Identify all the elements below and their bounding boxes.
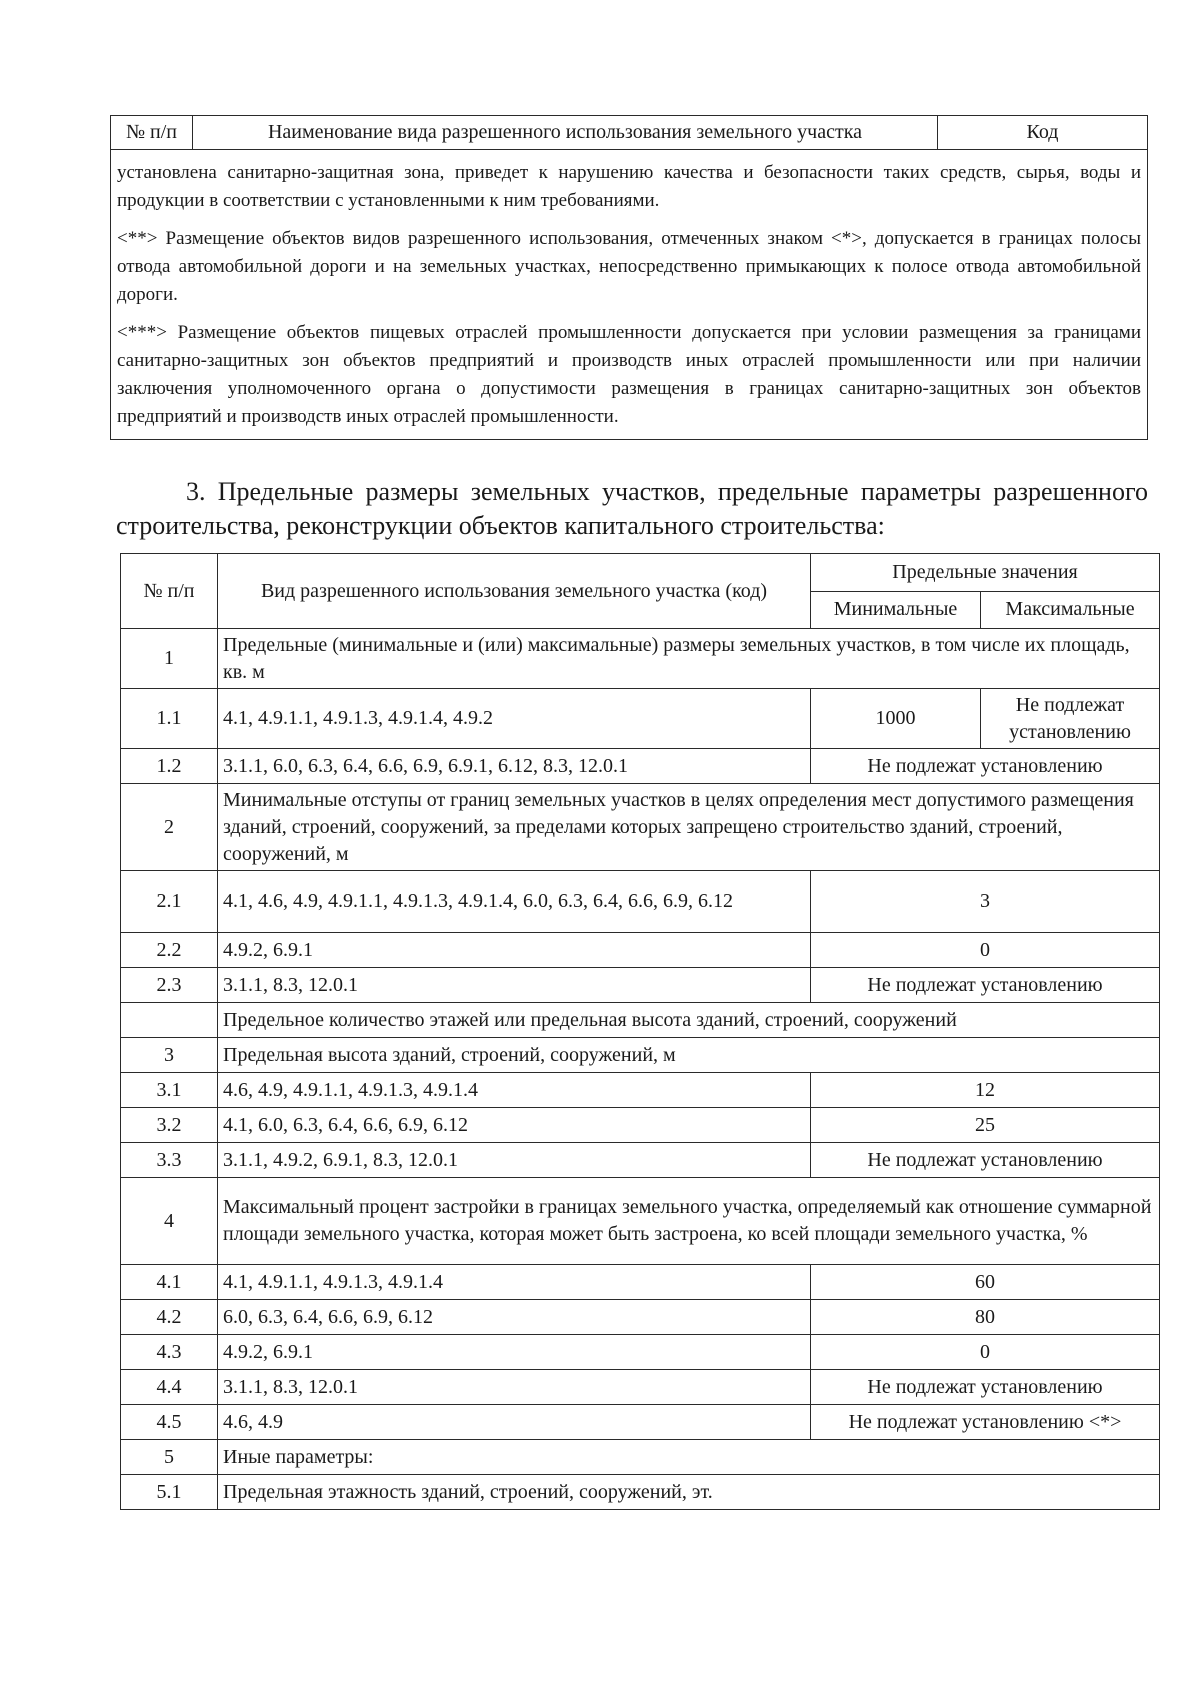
row-number: 2.1 xyxy=(121,871,218,933)
row-number: 4 xyxy=(121,1178,218,1265)
row-number: 5.1 xyxy=(121,1475,218,1510)
row-number: 3.3 xyxy=(121,1143,218,1178)
table-row xyxy=(121,1300,1160,1335)
row-number: 1.1 xyxy=(121,689,218,749)
row-number: 4.2 xyxy=(121,1300,218,1335)
row-value: Не подлежат установлению xyxy=(811,968,1160,1003)
table2-header-row xyxy=(121,554,1160,592)
row-codes: 4.9.2, 6.9.1 xyxy=(218,933,811,968)
row-number: 2.2 xyxy=(121,933,218,968)
table-row xyxy=(121,1370,1160,1405)
row-codes: 3.1.1, 6.0, 6.3, 6.4, 6.6, 6.9, 6.9.1, 6.12, 8.3, 12.0.1 xyxy=(218,749,811,784)
row-codes: 6.0, 6.3, 6.4, 6.6, 6.9, 6.12 xyxy=(218,1300,811,1335)
table-row xyxy=(121,1073,1160,1108)
row-description: Предельная этажность зданий, строений, сооружений, эт. xyxy=(218,1475,1160,1510)
row-description: Максимальный процент застройки в границах земельного участка, определяемый как отношение суммарной площади земельного участка, которая может быть застроена, ко всей площади земельного участка, % xyxy=(218,1178,1160,1265)
row-codes: 4.1, 4.6, 4.9, 4.9.1.1, 4.9.1.3, 4.9.1.4, 6.0, 6.3, 6.4, 6.6, 6.9, 6.12 xyxy=(218,871,811,933)
row-value: Не подлежат установлению xyxy=(811,1143,1160,1178)
table2-header-limits: Предельные значения xyxy=(811,554,1160,592)
table-row xyxy=(121,968,1160,1003)
row-value: 25 xyxy=(811,1108,1160,1143)
note-paragraph: <**> Размещение объектов видов разрешенного использования, отмеченных знаком <*>, допускается в границах полосы отвода автомобильной дороги и на земельных участках, непосредственно примыкающих к полосе отвода автомобильной дороги. xyxy=(117,228,1141,305)
row-value: 3 xyxy=(811,871,1160,933)
table-row xyxy=(121,1440,1160,1475)
row-value: 80 xyxy=(811,1300,1160,1335)
section-heading: 3. Предельные размеры земельных участков, предельные параметры разрешенного строительства, реконструкции объектов капитального строительства: xyxy=(116,477,1148,540)
row-number: 5 xyxy=(121,1440,218,1475)
table-row xyxy=(121,629,1160,689)
row-value: Не подлежат установлению xyxy=(811,749,1160,784)
row-description: Минимальные отступы от границ земельных участков в целях определения мест допустимого размещения зданий, строений, сооружений, за пределами которых запрещено строительство зданий, строений, сооружений, м xyxy=(218,784,1160,871)
table-row xyxy=(121,1335,1160,1370)
table1-header-row xyxy=(111,116,1148,150)
row-value: Не подлежат установлению <*> xyxy=(811,1405,1160,1440)
row-value: 60 xyxy=(811,1265,1160,1300)
row-description: Предельное количество этажей или предельная высота зданий, строений, сооружений xyxy=(218,1003,1160,1038)
row-description: Иные параметры: xyxy=(218,1440,1160,1475)
limit-parameters-table-body xyxy=(121,554,1160,1510)
row-value: 0 xyxy=(811,1335,1160,1370)
row-codes: 4.1, 4.9.1.1, 4.9.1.3, 4.9.1.4 xyxy=(218,1265,811,1300)
table1-header-name: Наименование вида разрешенного использования земельного участка xyxy=(193,116,938,150)
row-value: Не подлежат установлению xyxy=(811,1370,1160,1405)
row-number: 2.3 xyxy=(121,968,218,1003)
row-codes: 4.1, 4.9.1.1, 4.9.1.3, 4.9.1.4, 4.9.2 xyxy=(218,689,811,749)
row-number: 1.2 xyxy=(121,749,218,784)
row-number: 3.1 xyxy=(121,1073,218,1108)
row-codes: 3.1.1, 4.9.2, 6.9.1, 8.3, 12.0.1 xyxy=(218,1143,811,1178)
row-codes: 4.6, 4.9 xyxy=(218,1405,811,1440)
row-codes: 4.9.2, 6.9.1 xyxy=(218,1335,811,1370)
row-number: 1 xyxy=(121,629,218,689)
table-row xyxy=(121,1178,1160,1265)
table2-header-num: № п/п xyxy=(121,554,218,629)
row-value: 0 xyxy=(811,933,1160,968)
row-number: 2 xyxy=(121,784,218,871)
row-number xyxy=(121,1003,218,1038)
row-min-value: 1000 xyxy=(811,689,981,749)
table-row xyxy=(121,1108,1160,1143)
row-number: 4.3 xyxy=(121,1335,218,1370)
table-row xyxy=(121,871,1160,933)
table1-header-code: Код xyxy=(938,116,1148,150)
row-value: 12 xyxy=(811,1073,1160,1108)
table1-notes-cell xyxy=(111,150,1148,440)
table1-header-num: № п/п xyxy=(111,116,193,150)
row-number: 3 xyxy=(121,1038,218,1073)
note-paragraph: установлена санитарно-защитная зона, приведет к нарушению качества и безопасности таких средств, сырья, воды и продукции в соответствии с установленными к ним требованиями. xyxy=(117,162,1141,211)
table-row xyxy=(121,1405,1160,1440)
row-number: 3.2 xyxy=(121,1108,218,1143)
row-codes: 4.1, 6.0, 6.3, 6.4, 6.6, 6.9, 6.12 xyxy=(218,1108,811,1143)
table-row xyxy=(121,1038,1160,1073)
land-use-types-table-continuation xyxy=(110,115,1148,440)
table-row xyxy=(121,1003,1160,1038)
row-description: Предельные (минимальные и (или) максимальные) размеры земельных участков, в том числе их площадь, кв. м xyxy=(218,629,1160,689)
row-max-value: Не подлежат установлению xyxy=(981,689,1160,749)
table-row xyxy=(121,689,1160,749)
row-codes: 3.1.1, 8.3, 12.0.1 xyxy=(218,1370,811,1405)
row-number: 4.1 xyxy=(121,1265,218,1300)
row-number: 4.5 xyxy=(121,1405,218,1440)
table-row xyxy=(121,1265,1160,1300)
table-row xyxy=(121,749,1160,784)
table-row xyxy=(121,784,1160,871)
limit-parameters-table xyxy=(120,553,1160,1510)
row-codes: 4.6, 4.9, 4.9.1.1, 4.9.1.3, 4.9.1.4 xyxy=(218,1073,811,1108)
row-codes: 3.1.1, 8.3, 12.0.1 xyxy=(218,968,811,1003)
table2-header-max: Максимальные xyxy=(981,591,1160,629)
row-number: 4.4 xyxy=(121,1370,218,1405)
row-description: Предельная высота зданий, строений, сооружений, м xyxy=(218,1038,1160,1073)
table2-header-kind: Вид разрешенного использования земельного участка (код) xyxy=(218,554,811,629)
table-row xyxy=(121,1475,1160,1510)
table1-notes-row xyxy=(111,150,1148,440)
table-row xyxy=(121,933,1160,968)
table-row xyxy=(121,1143,1160,1178)
table2-header-min: Минимальные xyxy=(811,591,981,629)
note-paragraph: <***> Размещение объектов пищевых отраслей промышленности допускается при условии размещения за границами санитарно-защитных зон объектов предприятий и производств иных отраслей промышленности или при наличии заключения уполномоченного органа о допустимости размещения в границах санитарно-защитных зон объектов предприятий и производств иных отраслей промышленности. xyxy=(117,322,1141,427)
